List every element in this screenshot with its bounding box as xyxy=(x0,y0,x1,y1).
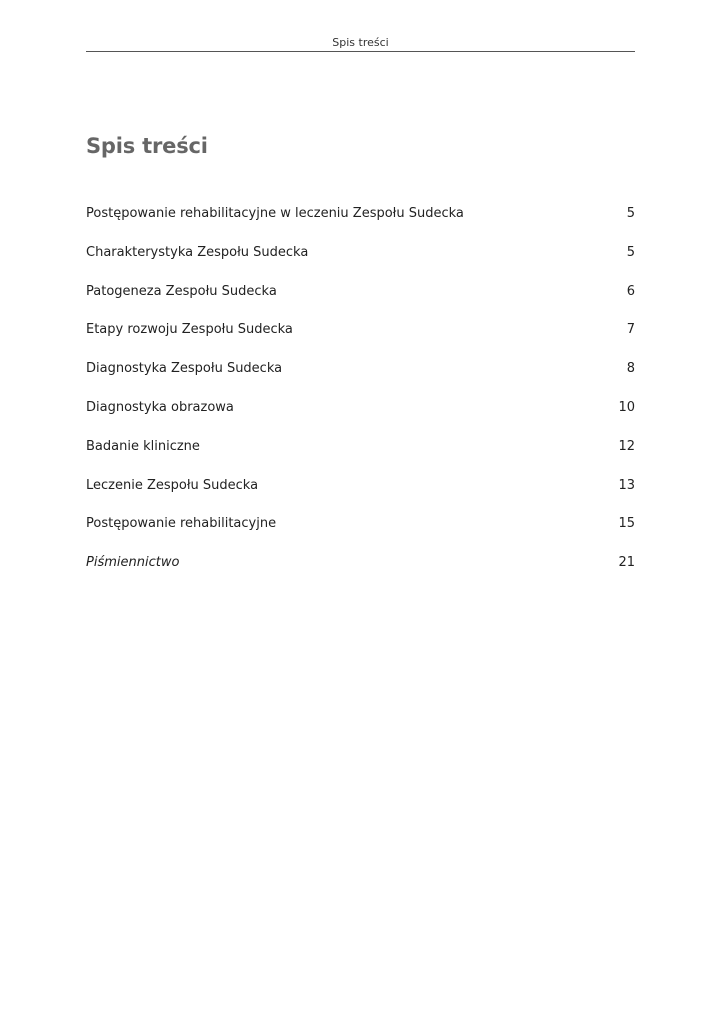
toc-entry-page: 5 xyxy=(626,244,635,260)
toc-entry-label: Postępowanie rehabilitacyjne xyxy=(86,516,277,532)
toc-entry-label: Badanie kliniczne xyxy=(86,438,200,454)
toc-entry[interactable] xyxy=(86,321,635,360)
toc-entry-label: Leczenie Zespołu Sudecka xyxy=(86,477,259,493)
page-title: Spis treści xyxy=(86,134,208,158)
toc-entry-label: Etapy rozwoju Zespołu Sudecka xyxy=(86,322,293,338)
toc-entry-label: Patogeneza Zespołu Sudecka xyxy=(86,283,277,299)
toc-entry-page: 21 xyxy=(618,555,635,571)
toc-entry-page: 10 xyxy=(618,399,635,415)
toc-entry[interactable] xyxy=(86,244,635,283)
toc-entry-bibliography[interactable] xyxy=(86,554,635,593)
toc-entry[interactable] xyxy=(86,360,635,399)
toc-entry-label: Charakterystyka Zespołu Sudecka xyxy=(86,244,309,260)
toc-entry-page: 13 xyxy=(618,477,635,493)
toc-entry-label: Diagnostyka obrazowa xyxy=(86,399,234,415)
toc-entry[interactable] xyxy=(86,477,635,516)
toc-entry-label: Postępowanie rehabilitacyjne w leczeniu Zespołu Sudecka xyxy=(86,206,464,221)
toc-entry[interactable] xyxy=(86,399,635,438)
table-of-contents xyxy=(86,205,635,593)
toc-entry[interactable] xyxy=(86,283,635,322)
toc-entry-page: 15 xyxy=(618,516,635,532)
toc-entry-page: 7 xyxy=(626,322,635,338)
toc-entry-label: Diagnostyka Zespołu Sudecka xyxy=(86,361,283,377)
toc-entry-page: 8 xyxy=(626,361,635,377)
header-divider xyxy=(86,51,635,52)
toc-entry[interactable] xyxy=(86,205,635,244)
toc-entry[interactable] xyxy=(86,438,635,477)
running-header: Spis treści xyxy=(332,36,389,49)
toc-entry-page: 5 xyxy=(626,206,635,221)
toc-entry-page: 6 xyxy=(626,283,635,299)
toc-entry[interactable] xyxy=(86,515,635,554)
toc-entry-page: 12 xyxy=(618,438,635,454)
toc-entry-label: Piśmiennictwo xyxy=(86,555,180,571)
